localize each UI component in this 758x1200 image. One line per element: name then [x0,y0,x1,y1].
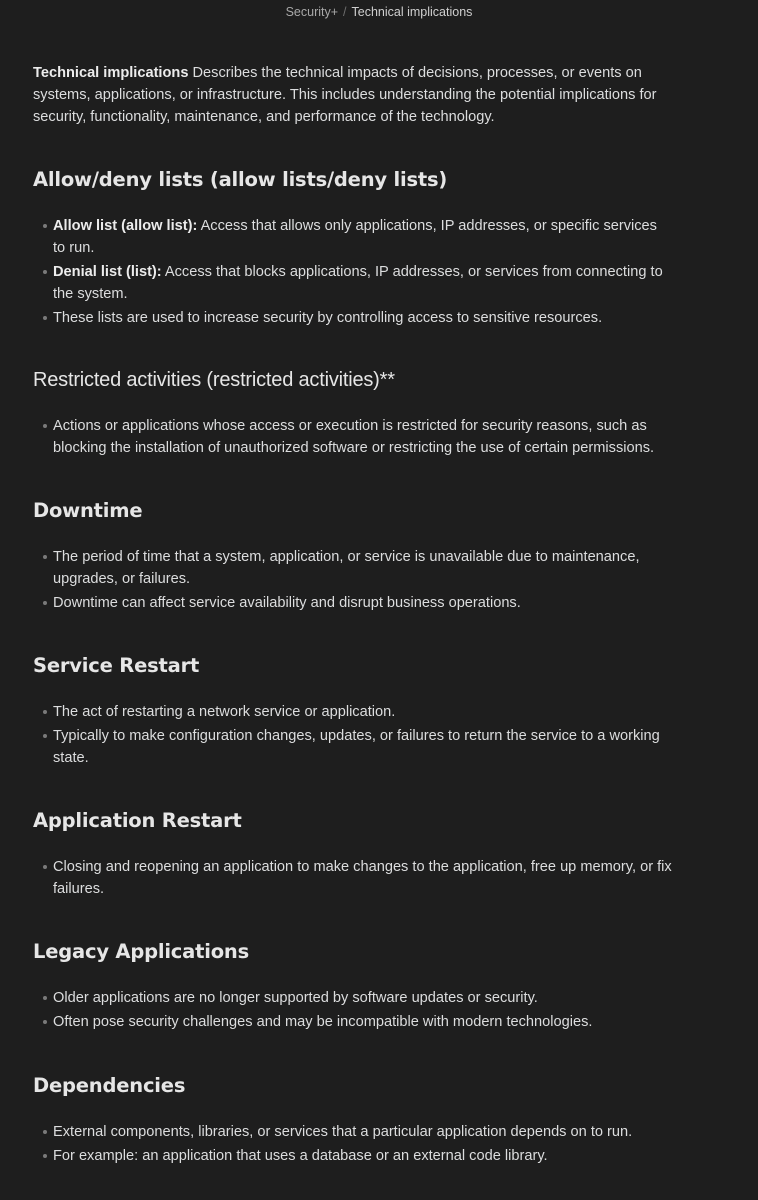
bullet-icon [43,1020,47,1024]
bullet-list [33,701,673,771]
section-application-restart [33,807,673,897]
list-item-text: Access that blocks applications, IP addresses, or services from connecting to the system. [53,264,663,302]
section-heading: Dependencies [33,1074,186,1097]
section-legacy-applications [33,938,673,1030]
bullet-icon [43,865,47,869]
section-service-restart [33,652,673,766]
bullet-icon [43,270,47,274]
list-item-text: For example: an application that uses a database or an external code library. [53,1148,548,1164]
bullet-icon [43,710,47,714]
bullet-icon [43,1154,47,1158]
bullet-icon [43,424,47,428]
intro-text: Describes the technical impacts of decisions, processes, or events on systems, applications, or infrastructure. This includes understanding the potential implications for security, functionality, maintenance, and performance of the technology. [33,65,657,125]
breadcrumb-parent[interactable]: Security+ [285,5,339,19]
list-item [33,1145,673,1167]
list-item-term: Allow list (allow list): [53,218,198,234]
section-heading: Allow/deny lists (allow lists/deny lists) [33,168,448,191]
list-item-text: The period of time that a system, application, or service is unavailable due to maintenance, upgrades, or failures. [53,549,640,587]
breadcrumb [0,4,758,20]
list-item-text: The act of restarting a network service or application. [53,704,396,720]
bullet-list [33,415,673,461]
section-heading: Application Restart [33,809,242,832]
list-item-text: Older applications are no longer supported by software updates or security. [53,990,538,1006]
list-item [33,1011,673,1033]
bullet-list [33,856,673,902]
bullet-icon [43,601,47,605]
bullet-list [33,987,673,1035]
list-item [33,856,673,900]
list-item [33,546,673,590]
list-item-text: External components, libraries, or services that a particular application depends on to run. [53,1124,633,1140]
list-item-text: Typically to make configuration changes, updates, or failures to return the service to a working state. [53,728,660,766]
section-heading: Downtime [33,499,143,522]
list-item-text: Closing and reopening an application to make changes to the application, free up memory, or fix failures. [53,859,672,897]
bullet-list [33,546,673,616]
note-content [33,62,673,1164]
bullet-icon [43,734,47,738]
section-heading: Restricted activities (restricted activities)** [33,369,395,391]
list-item [33,592,673,614]
bullet-icon [43,316,47,320]
bullet-list [33,215,673,331]
bullet-icon [43,555,47,559]
bullet-icon [43,224,47,228]
list-item-text: Access that allows only applications, IP addresses, or specific services to run. [53,218,657,256]
list-item [33,1121,673,1143]
bullet-list [33,1121,673,1169]
list-item-text: Often pose security challenges and may be incompatible with modern technologies. [53,1014,593,1030]
list-item [33,261,673,305]
list-item-text: These lists are used to increase security by controlling access to sensitive resources. [53,310,603,326]
intro-term: Technical implications [33,65,189,81]
list-item [33,307,673,329]
list-item [33,725,673,769]
section-dependencies [33,1072,673,1164]
section-heading: Legacy Applications [33,940,250,963]
list-item [33,701,673,723]
section-restricted-activities [33,366,673,456]
list-item [33,415,673,459]
list-item-text: Actions or applications whose access or execution is restricted for security reasons, such as blocking the installation of unauthorized software or restricting the use of certain permissions. [53,418,655,456]
list-item [33,987,673,1009]
bullet-icon [43,1130,47,1134]
breadcrumb-separator: / [343,5,347,19]
breadcrumb-current[interactable]: Technical implications [351,5,473,19]
bullet-icon [43,996,47,1000]
section-allow-deny-lists [33,166,673,326]
section-downtime [33,497,673,611]
section-heading: Service Restart [33,654,200,677]
list-item-term: Denial list (list): [53,264,162,280]
list-item [33,215,673,259]
list-item-text: Downtime can affect service availability and disrupt business operations. [53,595,521,611]
intro-paragraph [33,62,673,128]
